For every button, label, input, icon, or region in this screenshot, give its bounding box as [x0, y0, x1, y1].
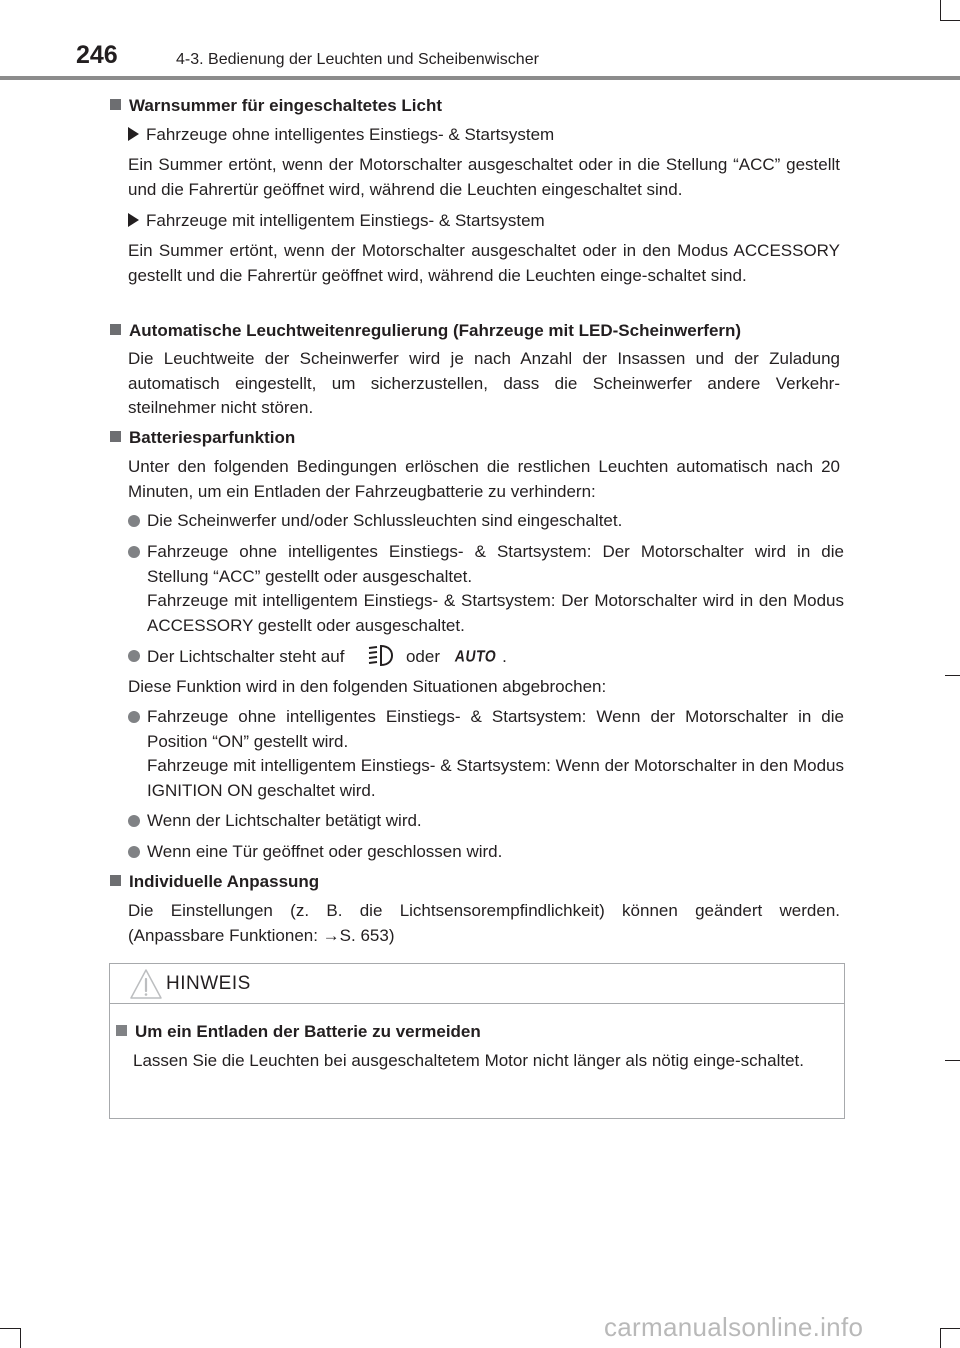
headlight-icon — [355, 644, 395, 668]
notice-box — [109, 963, 845, 1119]
heading-text: Batteriesparfunktion — [129, 428, 296, 447]
crop-mark — [20, 1328, 21, 1348]
list-item-text: Fahrzeuge mit intelligentem Einstiegs- & Startsystem: Der Motorschalter wird in den Modus ACCESSORY gestellt oder ausgeschaltet. — [147, 591, 844, 635]
list-item — [128, 644, 844, 670]
notice-title: HINWEIS — [166, 973, 251, 994]
square-bullet-icon — [110, 324, 121, 335]
arrow-right-icon: → — [322, 925, 340, 945]
paragraph-text: Die Einstellungen (z. B. die Lichtsensorempfindlichkeit) können geändert werden. — [128, 901, 840, 920]
heading-text: Individuelle Anpassung — [129, 872, 320, 891]
dot-bullet-icon — [128, 515, 140, 527]
watermark: carmanualsonline.info — [604, 1312, 864, 1342]
list-item — [128, 705, 844, 803]
triangle-bullet-icon — [128, 127, 139, 141]
text-fragment: oder — [405, 647, 440, 666]
crop-mark — [0, 1328, 20, 1329]
dot-bullet-icon — [128, 815, 140, 827]
section-heading-custom — [110, 871, 319, 893]
square-bullet-icon — [110, 431, 121, 442]
paragraph-custom — [128, 899, 840, 948]
list-item-text: Die Scheinwerfer und/oder Schlussleuchten sind eingeschaltet. — [147, 511, 623, 530]
paragraph-cancel-intro: Diese Funktion wird in den folgenden Situationen abgebrochen: — [128, 677, 607, 696]
list-item — [128, 540, 844, 638]
crop-mark — [945, 1060, 960, 1061]
triangle-bullet-icon — [128, 213, 139, 227]
dot-bullet-icon — [128, 650, 140, 662]
list-item — [128, 840, 844, 865]
notice-header — [110, 964, 844, 1004]
subheading-text: Fahrzeuge ohne intelligentes Einstiegs- & Startsystem — [146, 125, 555, 144]
text-fragment: . — [502, 647, 507, 666]
heading-text: Um ein Entladen der Batterie zu vermeiden — [135, 1022, 481, 1041]
square-bullet-icon — [116, 1025, 127, 1036]
list-item-text: Fahrzeuge ohne intelligentes Einstiegs- & Startsystem: Der Motorschalter wird in die Stellung “ACC” gestellt oder ausgeschaltet. — [147, 542, 844, 586]
reference-prefix: (Anpassbare Funktionen: — [128, 925, 323, 945]
text-fragment: Der Lichtschalter steht auf — [147, 647, 345, 666]
reference-page: S. 653) — [339, 925, 395, 945]
page-header — [0, 0, 960, 82]
notice-heading — [116, 1021, 481, 1043]
heading-text: Warnsummer für eingeschaltetes Licht — [129, 96, 443, 115]
subheading-without-system — [128, 123, 554, 147]
dot-bullet-icon — [128, 846, 140, 858]
list-item-text: Fahrzeuge ohne intelligentes Einstiegs- & Startsystem: Wenn der Motorschalter in die Position “ON” gestellt wird. — [147, 707, 844, 751]
paragraph-auto-level: Die Leuchtweite der Scheinwerfer wird je nach Anzahl der Insassen und der Zuladung automatisch eingestellt, um sicherzustellen, dass die Scheinwerfer andere Verkehr-steilnehmer nicht stören. — [128, 349, 840, 417]
warning-triangle-icon — [128, 967, 164, 1001]
square-bullet-icon — [110, 99, 121, 110]
paragraph-warn-1: Ein Summer ertönt, wenn der Motorschalter ausgeschaltet oder in die Stellung “ACC” gestellt und die Fahrertür geöffnet wird, während die Leuchten eingeschaltet sind. — [128, 155, 840, 199]
section-heading-warn — [110, 95, 442, 117]
list-item — [128, 809, 844, 834]
list-item-text: Wenn eine Tür geöffnet oder geschlossen wird. — [147, 842, 503, 861]
heading-text: Automatische Leuchtweitenregulierung (Fahrzeuge mit LED-Scheinwerfern) — [129, 321, 742, 340]
section-heading-auto-level — [110, 320, 741, 342]
paragraph-warn-2: Ein Summer ertönt, wenn der Motorschalter ausgeschaltet oder in den Modus ACCESSORY gestellt und die Fahrertür geöffnet wird, während die Leuchten einge-schaltet sind. — [128, 241, 840, 285]
dot-bullet-icon — [128, 546, 140, 558]
paragraph-battery: Unter den folgenden Bedingungen erlöschen die restlichen Leuchten automatisch nach 20 Minuten, um ein Entladen der Fahrzeugbatterie zu verhindern: — [128, 457, 840, 501]
header-rule — [0, 76, 960, 80]
list-item-text: Wenn der Lichtschalter betätigt wird. — [147, 811, 422, 830]
section-heading-battery — [110, 427, 295, 449]
chapter-title: 4-3. Bedienung der Leuchten und Scheibenwischer — [176, 51, 539, 68]
subheading-with-system — [128, 209, 545, 233]
crop-mark — [940, 1328, 941, 1348]
square-bullet-icon — [110, 875, 121, 886]
page-reference[interactable] — [128, 924, 840, 949]
crop-mark — [940, 1328, 960, 1329]
page-number: 246 — [76, 41, 118, 69]
crop-mark — [945, 675, 960, 676]
list-item — [128, 509, 844, 534]
auto-icon: AUTO — [453, 646, 498, 666]
dot-bullet-icon — [128, 711, 140, 723]
list-item-text — [147, 644, 844, 670]
subheading-text: Fahrzeuge mit intelligentem Einstiegs- & Startsystem — [146, 211, 545, 230]
notice-text: Lassen Sie die Leuchten bei ausgeschaltetem Motor nicht länger als nötig einge-schaltet. — [133, 1051, 804, 1070]
list-item-text: Fahrzeuge mit intelligentem Einstiegs- & Startsystem: Wenn der Motorschalter in den Modus IGNITION ON geschaltet wird. — [147, 756, 844, 800]
